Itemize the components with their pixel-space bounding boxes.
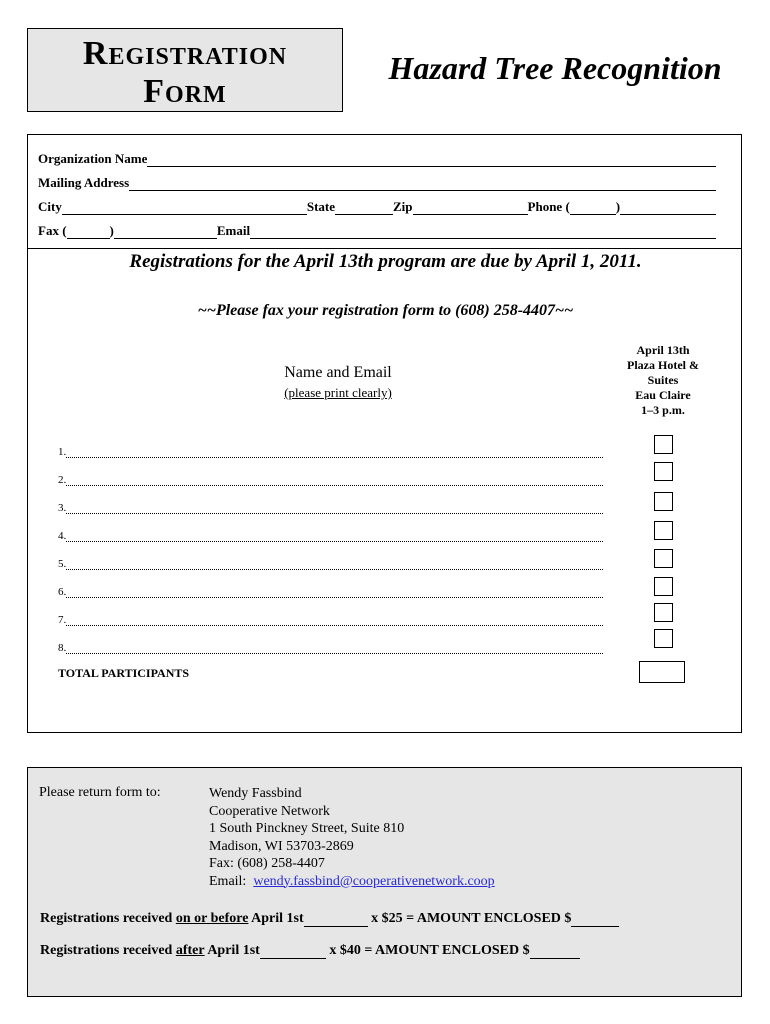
participant-row [58,498,603,514]
participant-row [58,582,603,598]
city-field[interactable] [62,199,307,215]
fax-notice: ~~Please fax your registration form to (608) 258-4407~~ [197,302,574,319]
zip-field[interactable] [413,199,528,215]
contact-email-link[interactable]: wendy.fassbind@cooperativenetwork.coop [253,873,495,889]
contact-street: 1 South Pinckney Street, Suite 810 [209,821,405,836]
session-city: Eau Claire [635,388,691,402]
phone-area-field[interactable] [570,199,616,215]
early-amount-field[interactable] [571,912,619,927]
state-field[interactable] [335,199,393,215]
org-name-label: Organization Name [38,151,148,166]
participant-entry-line[interactable] [66,641,603,654]
email-label: Email [216,223,251,238]
session-checkbox[interactable] [654,492,673,511]
participant-row [58,610,603,626]
row-number: 4. [58,530,67,542]
row-number: 5. [58,558,67,570]
participant-entry-line[interactable] [66,473,603,486]
form-title-box [27,28,343,112]
participant-entry-line[interactable] [66,585,603,598]
organization-section [27,134,742,249]
phone-field[interactable] [620,199,716,215]
contact-fax: Fax: (608) 258-4407 [209,856,325,871]
participant-entry-line[interactable] [66,501,603,514]
session-date: April 13th [636,343,690,357]
contact-name: Wendy Fassbind [209,786,302,801]
session-checkbox[interactable] [654,549,673,568]
row-number: 8. [58,642,67,654]
early-count-field[interactable] [304,912,368,927]
participant-entry-line[interactable] [66,529,603,542]
early-fee-row [40,911,619,927]
session-checkbox[interactable] [654,629,673,648]
participant-row [58,442,603,458]
participants-section [27,248,742,733]
session-checkbox[interactable] [654,435,673,454]
late-underlined: after [175,943,205,958]
fax-close: ) [109,223,114,238]
mailing-row [38,171,716,191]
participant-entry-line[interactable] [66,445,603,458]
return-address [209,785,495,890]
session-checkbox[interactable] [654,462,673,481]
participant-row [58,470,603,486]
zip-label: Zip [393,199,413,214]
early-calc: x $25 = AMOUNT ENCLOSED $ [367,911,572,926]
early-suffix: April 1st [248,911,304,926]
late-amount-field[interactable] [530,944,580,959]
print-clearly-note: (please print clearly) [284,385,392,400]
course-title: Hazard Tree Recognition [388,50,722,86]
city-label: City [38,199,62,214]
session-checkbox[interactable] [654,577,673,596]
total-participants-field[interactable] [639,661,685,683]
row-number: 2. [58,474,67,486]
name-email-header: Name and Email [284,364,392,381]
row-number: 6. [58,586,67,598]
fax-label: Fax ( [38,223,67,238]
email-field[interactable] [250,223,716,239]
phone-close: ) [615,199,621,214]
fax-row [38,219,716,239]
return-label: Please return form to: [39,785,161,800]
row-number: 3. [58,502,67,514]
session-info [603,343,723,418]
early-prefix: Registrations received [40,911,176,926]
fax-field[interactable] [114,223,217,239]
participant-row [58,554,603,570]
contact-email-label: Email: [209,873,247,889]
mailing-label: Mailing Address [38,175,130,190]
contact-city: Madison, WI 53703-2869 [209,838,354,854]
late-calc: x $40 = AMOUNT ENCLOSED $ [325,943,530,958]
participant-row [58,638,603,654]
session-venue-1: Plaza Hotel & [627,358,699,372]
fax-area-field[interactable] [67,223,110,239]
row-number: 1. [58,446,67,458]
session-venue-2: Suites [647,373,679,387]
participant-entry-line[interactable] [66,613,603,626]
state-label: State [306,199,336,214]
late-suffix: April 1st [204,943,260,958]
form-title-line1: Registration [82,35,288,72]
contact-email-row [209,873,495,891]
session-checkbox[interactable] [654,521,673,540]
participant-entry-line[interactable] [66,557,603,570]
participant-row [58,526,603,542]
row-number: 7. [58,614,67,626]
form-title-line2: Form [143,73,227,110]
mailing-address-field[interactable] [129,175,716,191]
contact-org: Cooperative Network [209,803,330,819]
city-row [38,195,716,215]
late-count-field[interactable] [260,944,326,959]
due-date-notice: Registrations for the April 13th program are due by April 1, 2011. [129,251,642,272]
return-section [27,767,742,997]
org-name-field[interactable] [147,151,716,167]
phone-label: Phone ( [527,199,570,214]
late-fee-row [40,943,580,959]
session-checkbox[interactable] [654,603,673,622]
total-participants-label: TOTAL PARTICIPANTS [58,666,190,680]
early-underlined: on or before [175,911,249,926]
session-time: 1–3 p.m. [641,403,685,417]
org-name-row [38,147,716,167]
late-prefix: Registrations received [40,943,176,958]
